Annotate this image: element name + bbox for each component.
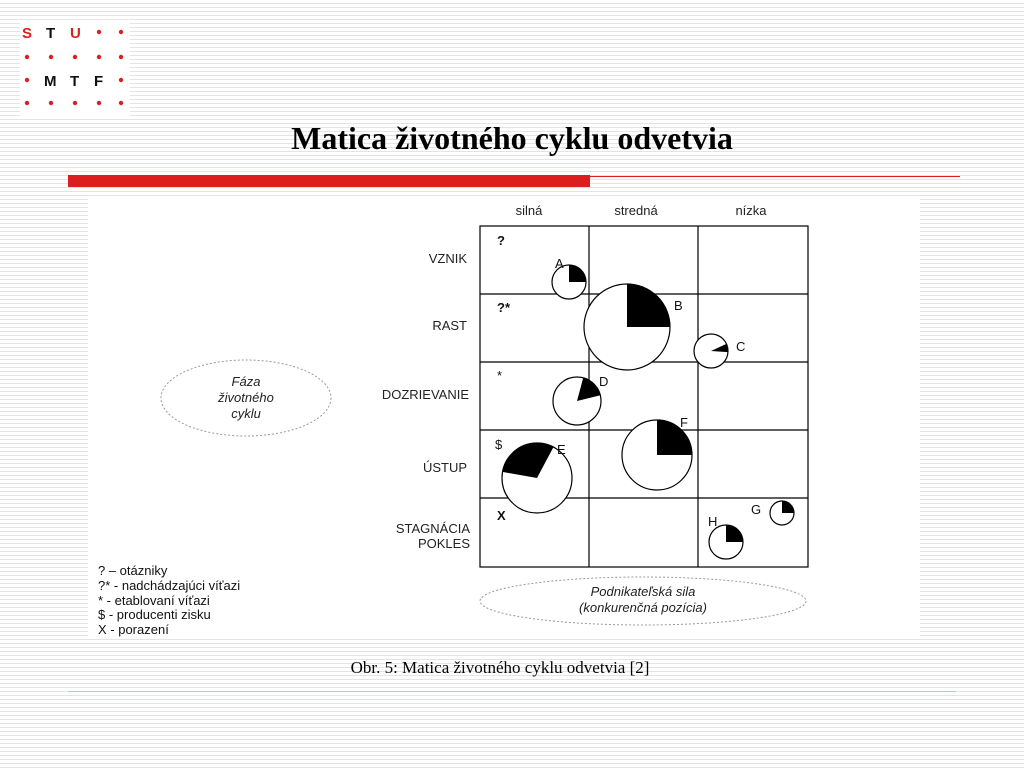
bubble-label-b: B [674,298,683,313]
row-label-vznik: VZNIK [428,251,467,266]
phase-label-line1: Fáza [231,374,261,389]
position-label-line2: (konkurenčná pozícia) [579,600,707,615]
column-header-silna: silná [515,203,543,218]
phase-label-line3: cyklu [231,406,261,421]
position-label-line1: Podnikateľská sila [590,584,696,599]
legend-item-etablovani: * - etablovaní víťazi [98,593,210,608]
bubble-h-share-wedge [726,525,743,542]
stu-mtf-logo [20,20,130,116]
bubble-label-g: G [751,502,762,517]
legend-item-producenti: $ - producenti zisku [98,607,211,622]
column-header-stredna: stredná [614,203,658,218]
logo-letter-t2: T [70,73,80,90]
legend-item-nadchadzajuci: ?* - nadchádzajúci víťazi [98,578,241,593]
column-header-nizka: nízka [735,203,767,218]
bubble-label-h: H [708,514,718,529]
phase-label-line2: životného [218,390,274,405]
bubble-a-share-wedge [569,265,586,282]
symbol-question-star: ?* [497,300,510,315]
bubble-g-share-wedge [782,501,794,513]
logo-letter-f: F [94,73,104,90]
life-cycle-matrix-figure [88,196,920,638]
symbol-dollar: $ [495,437,503,452]
title-underline-line [590,176,960,177]
logo-letter-u: U [70,25,81,42]
symbol-star: * [497,368,503,383]
row-label-pokles: POKLES [417,536,470,551]
symbol-question: ? [497,233,505,248]
bubble-label-e: E [557,442,566,457]
row-label-ustup: ÚSTUP [422,460,467,475]
logo-letter-t: T [46,25,56,42]
legend-item-otazniky: ? – otázniky [98,563,168,578]
bubble-b-share-wedge [627,284,670,327]
slide-title: Matica životného cyklu odvetvia [291,120,733,156]
title-underline-bar [68,175,590,187]
logo-letter-m: M [44,73,57,90]
bubble-label-c: C [736,339,746,354]
legend-item-porazeni: X - porazení [98,622,169,637]
business-bubbles [502,256,794,559]
logo-letter-s: S [22,25,33,42]
row-label-rast: RAST [432,318,467,333]
bubble-label-d: D [599,374,609,389]
row-label-dozrievanie: DOZRIEVANIE [381,387,469,402]
bubble-label-f: F [680,415,688,430]
footer-rule [68,691,956,692]
symbol-x: X [497,508,506,523]
row-label-stagnacia: STAGNÁCIA [395,521,470,536]
figure-caption: Obr. 5: Matica životného cyklu odvetvia [2] [350,658,650,677]
bubble-label-a: A [555,256,564,271]
